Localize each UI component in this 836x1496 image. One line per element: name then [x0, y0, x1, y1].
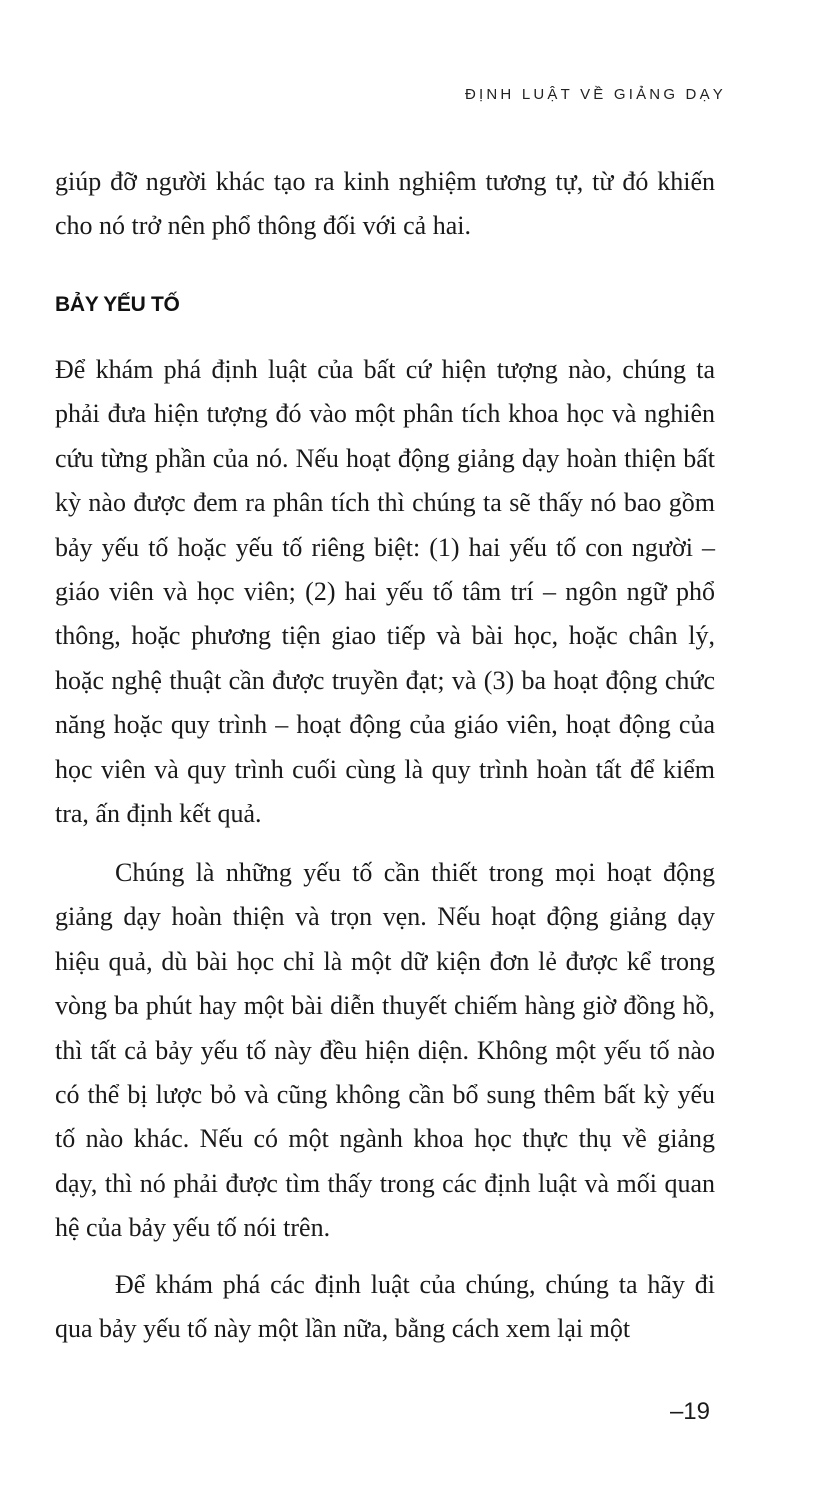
- paragraph-essential-elements: Chúng là những yếu tố cần thiết trong mọi hoạt động giảng dạy hoàn thiện và trọn vẹn. Nếu hoạt động giảng dạy hiệu quả, dù bài học chỉ là một dữ kiện đơn lẻ được kể trong vòng ba phút hay một bài diễn thuyết chiếm hàng giờ đồng hồ, thì tất cả bảy yếu tố này đều hiện diện. Không một yếu tố nào có thể bị lược bỏ và cũng không cần bổ sung thêm bất kỳ yếu tố nào khác. Nếu có một ngành khoa học thực thụ về giảng dạy, thì nó phải được tìm thấy trong các định luật và mối quan hệ của bảy yếu tố nói trên.: [55, 858, 715, 1243]
- page-number: –19: [669, 1398, 710, 1425]
- paragraph-continuation: giúp đỡ người khác tạo ra kinh nghiệm tương tự, từ đó khiến cho nó trở nên phổ thông đối với cả hai.: [55, 167, 715, 241]
- paragraph-discover-laws: Để khám phá các định luật của chúng, chúng ta hãy đi qua bảy yếu tố này một lần nữa, bằng cách xem lại một: [55, 1270, 715, 1344]
- section-heading: BẢY YẾU TỐ: [55, 293, 180, 316]
- running-header: ĐỊNH LUẬT VỀ GIẢNG DẠY: [465, 86, 726, 103]
- paragraph-seven-elements: Để khám phá định luật của bất cứ hiện tượng nào, chúng ta phải đưa hiện tượng đó vào một phân tích khoa học và nghiên cứu từng phần của nó. Nếu hoạt động giảng dạy hoàn thiện bất kỳ nào được đem ra phân tích thì chúng ta sẽ thấy nó bao gồm bảy yếu tố hoặc yếu tố riêng biệt: (1) hai yếu tố con người – giáo viên và học viên; (2) hai yếu tố tâm trí – ngôn ngữ phổ thông, hoặc phương tiện giao tiếp và bài học, hoặc chân lý, hoặc nghệ thuật cần được truyền đạt; và (3) ba hoạt động chức năng hoặc quy trình – hoạt động của giáo viên, hoạt động của học viên và quy trình cuối cùng là quy trình hoàn tất để kiểm tra, ấn định kết quả.: [55, 355, 715, 829]
